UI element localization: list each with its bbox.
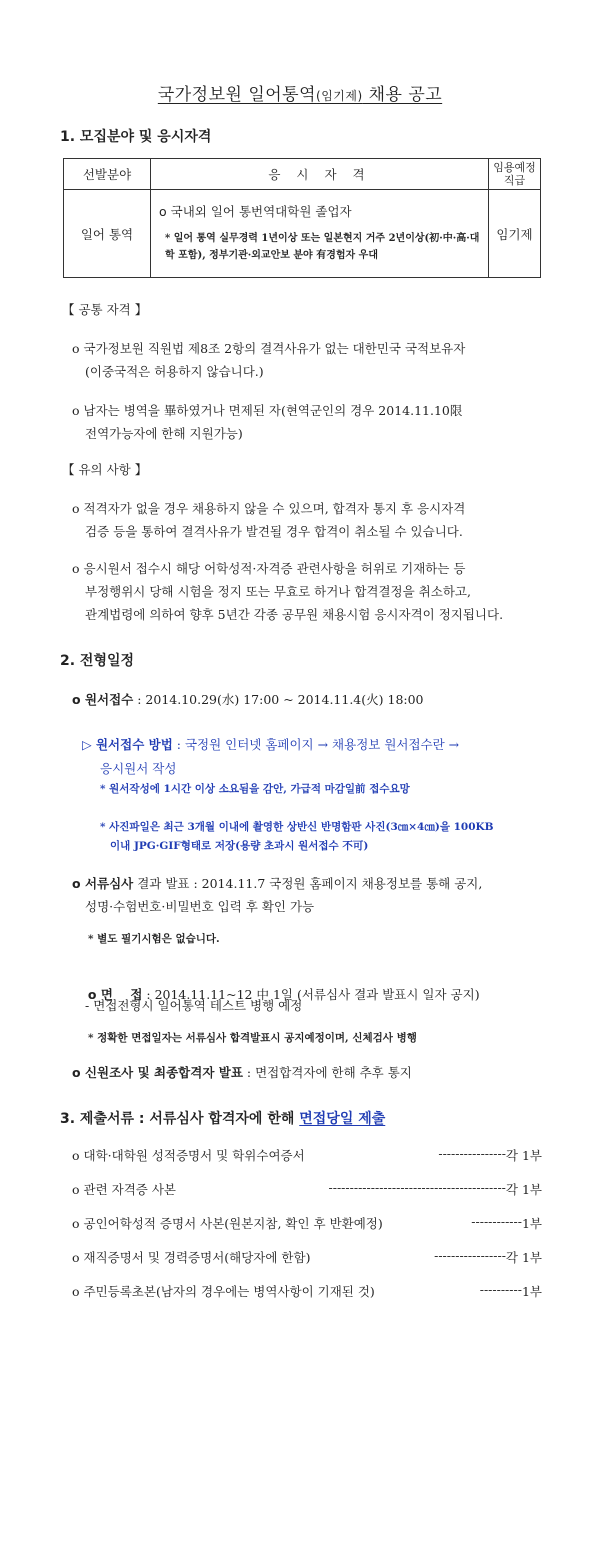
- doc-review: o 서류심사 결과 발표 : 2014.11.7 국정원 홈페이지 채용정보를 통해 공지,: [72, 876, 483, 891]
- caution-heading: 【 유의 사항 】: [62, 462, 148, 477]
- doc-name: o 대학·대학원 성적증명서 및 학위수여증서: [72, 1148, 305, 1163]
- table-header-row: [64, 159, 541, 190]
- interview-schedule: o 면 접 : 2014.11.11~12 中 1일 (서류심사 결과 발표시 일자 공지): [87, 987, 480, 1002]
- page-title: 국가정보원 일어통역(임기제) 채용 공고: [157, 85, 443, 105]
- qual-note: * 일어 통역 실무경력 1년이상 또는 일본현지 거주 2년이상(初·中·高·대학 포함), 정부기관·외교안보 분야 有경험자 우대: [165, 233, 480, 261]
- note-apply-time: * 원서작성에 1시간 이상 소요됨을 감안, 가급적 마감일前 접수요망: [100, 783, 410, 795]
- caution-item-1: o 적격자가 없을 경우 채용하지 않을 수 있으며, 합격자 통지 후 응시자격: [72, 501, 466, 516]
- list-item: [72, 1282, 542, 1300]
- cell-field: 일어 통역: [64, 190, 151, 278]
- apply-period: o 원서접수 : 2014.10.29(水) 17:00 ~ 2014.11.4(火) 18:00: [72, 692, 424, 707]
- doc-name: o 재직증명서 및 경력증명서(해당자에 한함): [72, 1250, 311, 1265]
- doc-leader: ------------: [471, 1214, 522, 1229]
- header-rank: 임용예정 직급: [489, 159, 541, 190]
- section1-heading: 1. 모집분야 및 응시자격: [60, 129, 212, 145]
- common-item-1: o 국가정보원 직원법 제8조 2항의 결격사유가 없는 대한민국 국적보유자: [72, 341, 466, 356]
- section3-heading: 3. 제출서류 : 서류심사 합격자에 한해 면접당일 제출: [60, 1111, 386, 1127]
- section2-heading: 2. 전형일정: [60, 653, 135, 669]
- doc-quantity: 각 1부: [505, 1182, 542, 1197]
- header-qualification: 응 시 자 격: [151, 159, 489, 190]
- doc-name: o 주민등록초본(남자의 경우에는 병역사항이 기재된 것): [72, 1284, 375, 1299]
- doc-quantity: 1부: [521, 1216, 542, 1231]
- common-item-1b: (이중국적은 허용하지 않습니다.): [85, 364, 264, 379]
- doc-name: o 관련 자격증 사본: [72, 1182, 176, 1197]
- interview-test: - 면접전형시 일어통역 테스트 병행 예정: [85, 998, 303, 1013]
- cell-rank: 임기제: [489, 190, 541, 278]
- no-written-note: * 별도 필기시험은 없습니다.: [88, 933, 220, 945]
- note-photo: * 사진파일은 최근 3개월 이내에 촬영한 상반신 반명함판 사진(3㎝×4㎝)을 100KB: [100, 821, 494, 833]
- doc-quantity: 각 1부: [505, 1250, 542, 1265]
- final-announcement: o 신원조사 및 최종합격자 발표 : 면접합격자에 한해 추후 통지: [72, 1065, 412, 1080]
- doc-leader: ------------------------------------------: [328, 1180, 506, 1195]
- doc-leader: ----------: [479, 1282, 522, 1297]
- header-field: 선발분야: [64, 159, 151, 190]
- apply-method-b: 응시원서 작성: [100, 761, 177, 776]
- list-item: [72, 1248, 542, 1266]
- apply-method: ▷ 원서접수 방법 : 국정원 인터넷 홈페이지 → 채용정보 원서접수란 →: [82, 737, 460, 752]
- common-qual-heading: 【 공통 자격 】: [62, 302, 148, 317]
- list-item: [72, 1214, 542, 1232]
- common-item-2b: 전역가능자에 한해 지원가능): [85, 426, 243, 441]
- caution-item-2: o 응시원서 접수시 해당 어학성적·자격증 관련사항을 허위로 기재하는 등: [72, 561, 466, 576]
- common-item-2: o 남자는 병역을 畢하였거나 면제된 자(현역군인의 경우 2014.11.10限: [72, 403, 463, 418]
- list-item: [72, 1146, 542, 1164]
- doc-quantity: 각 1부: [505, 1148, 542, 1163]
- caution-item-2b: 부정행위시 당해 시험을 정지 또는 무효로 하거나 합격결정을 취소하고,: [85, 584, 471, 599]
- qualification-table: [63, 158, 541, 278]
- cell-qualification: [151, 190, 489, 278]
- interview-note: * 정확한 면접일자는 서류심사 합격발표시 공지예정이며, 신체검사 병행: [88, 1032, 417, 1044]
- qual-main: o 국내외 일어 통번역대학원 졸업자: [159, 204, 352, 219]
- list-item: [72, 1180, 542, 1198]
- table-row: [64, 190, 541, 278]
- note-photo-b: 이내 JPG·GIF형태로 저장(용량 초과시 원서접수 不可): [110, 840, 369, 852]
- caution-item-1b: 검증 등을 통하여 결격사유가 발견될 경우 합격이 취소될 수 있습니다.: [85, 524, 463, 539]
- caution-item-2c: 관계법령에 의하여 향후 5년간 각종 공무원 채용시험 응시자격이 정지됩니다.: [85, 607, 504, 622]
- doc-review-b: 성명·수험번호·비밀번호 입력 후 확인 가능: [85, 899, 315, 914]
- doc-quantity: 1부: [521, 1284, 542, 1299]
- doc-name: o 공인어학성적 증명서 사본(원본지참, 확인 후 반환예정): [72, 1216, 383, 1231]
- doc-leader: -----------------: [434, 1248, 506, 1263]
- doc-leader: ----------------: [438, 1146, 506, 1161]
